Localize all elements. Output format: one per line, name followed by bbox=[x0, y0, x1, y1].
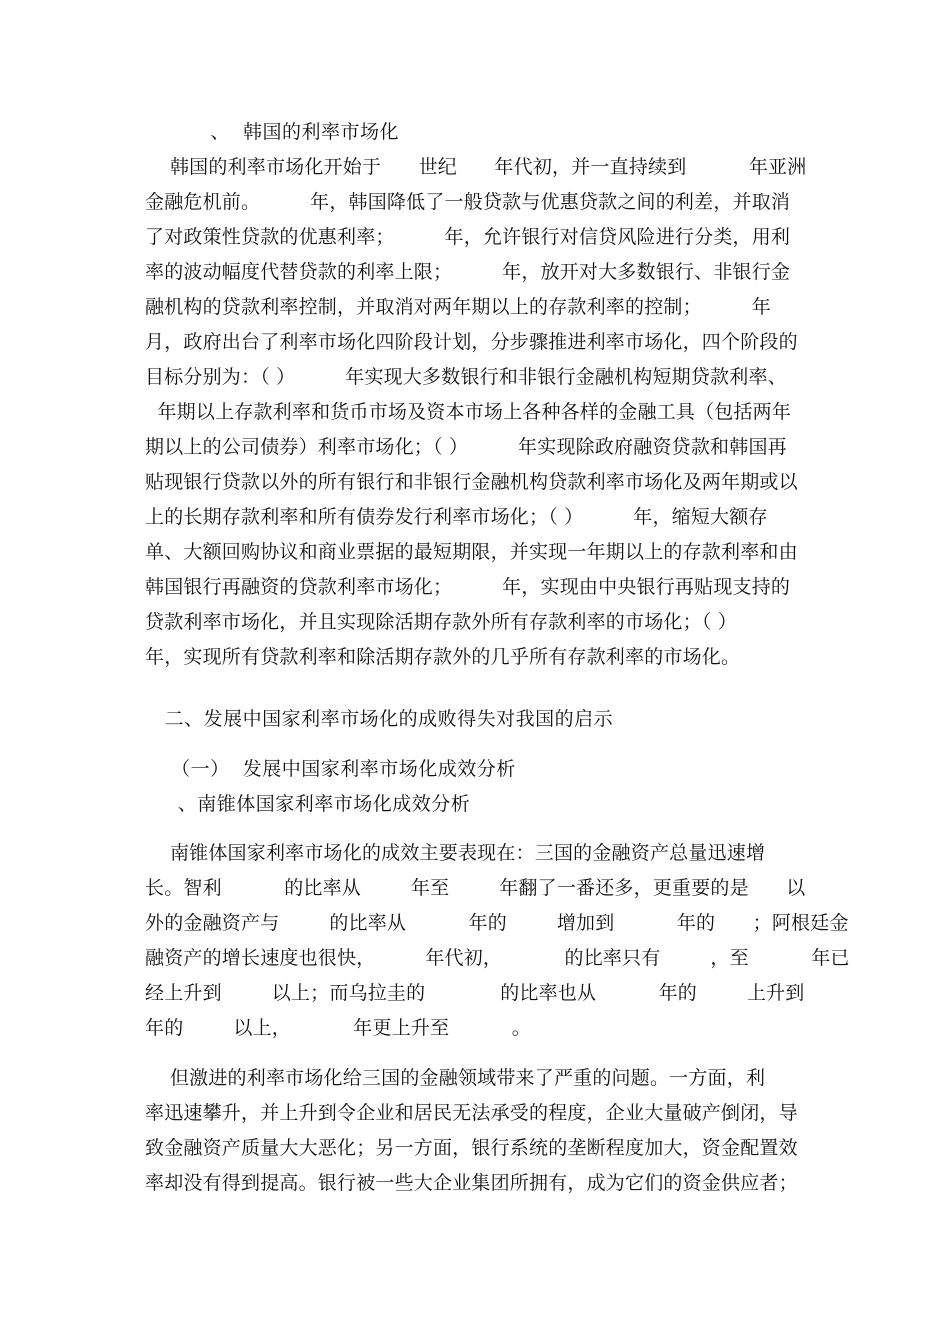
paragraph-line: 经上升到 以上；而乌拉圭的 的比率也从 年的 上升到 bbox=[145, 982, 805, 1004]
paragraph-line: 了对政策性贷款的优惠利率； 年，允许银行对信贷风险进行分类，用利 bbox=[145, 226, 791, 248]
paragraph-line: 月，政府出台了利率市场化四阶段计划，分步骤推进利率市场化，四个阶段的 bbox=[145, 331, 798, 353]
paragraph-line: 率迅速攀升，并上升到令企业和居民无法承受的程度，企业大量破产倒闭，导 bbox=[145, 1102, 798, 1124]
paragraph-line: 韩国的利率市场化开始于 世纪 年代初，并一直持续到 年亚洲 bbox=[145, 156, 807, 178]
paragraph-line: 韩国银行再融资的贷款利率市场化； 年，实现由中央银行再贴现支持的 bbox=[145, 576, 791, 598]
paragraph-line: 长。智利 的比率从 年至 年翻了一番还多，更重要的是 以 bbox=[145, 877, 806, 899]
paragraph-line: 年期以上存款利率和货币市场及资本市场上各种各样的金融工具（包括两年 bbox=[145, 401, 792, 423]
paragraph-line: 期以上的公司债券）利率市场化；（ ） 年实现除政府融资贷款和韩国再 bbox=[145, 436, 787, 458]
paragraph-line: 致金融资产质量大大恶化；另一方面，银行系统的垄断程度加大，资金配置效 bbox=[145, 1137, 798, 1159]
paragraph-line: 单、大额回购协议和商业票据的最短期限，并实现一年期以上的存款利率和由 bbox=[145, 541, 798, 563]
paragraph-line: 外的金融资产与 的比率从 年的 增加到 年的 ；阿根廷金 bbox=[145, 912, 849, 934]
paragraph-line: 目标分别为：（ ） 年实现大多数银行和非银行金融机构短期贷款利率、 bbox=[145, 366, 787, 388]
paragraph-line: 年的 以上， 年更上升至 。 bbox=[145, 1017, 531, 1039]
paragraph-line: 金融危机前。 年，韩国降低了一般贷款与优惠贷款之间的利差，并取消 bbox=[145, 191, 791, 213]
paragraph-line: 上的长期存款利率和所有债券发行利率市场化；（ ） 年，缩短大额存 bbox=[145, 506, 768, 528]
subsection-heading-south-cone: 、南锥体国家利率市场化成效分析 bbox=[145, 793, 471, 815]
paragraph-line: 融机构的贷款利率控制，并取消对两年期以上的存款利率的控制； 年 bbox=[145, 296, 771, 318]
paragraph-line: 南锥体国家利率市场化的成效主要表现在：三国的金融资产总量迅速增 bbox=[145, 842, 766, 864]
paragraph-line: 贴现银行贷款以外的所有银行和非银行金融机构贷款利率市场化及两年期或以 bbox=[145, 471, 798, 493]
subsection-heading-one: （一） 发展中国家利率市场化成效分析 bbox=[145, 758, 516, 780]
paragraph-line: 年，实现所有贷款利率和除活期存款外的几乎所有存款利率的市场化。 bbox=[145, 646, 741, 668]
paragraph-line: 率的波动幅度代替贷款的利率上限； 年，放开对大多数银行、非银行金 bbox=[145, 261, 791, 283]
paragraph-line: 融资产的增长速度也很快， 年代初， 的比率只有 ，至 年已 bbox=[145, 947, 850, 969]
paragraph-line: 但激进的利率市场化给三国的金融领域带来了严重的问题。一方面，利 bbox=[145, 1067, 766, 1089]
paragraph-line: 率却没有得到提高。银行被一些大企业集团所拥有，成为它们的资金供应者； bbox=[145, 1172, 798, 1194]
section-heading-two: 二、发展中国家利率市场化的成败得失对我国的启示 bbox=[145, 708, 614, 730]
paragraph-line: 贷款利率市场化，并且实现除活期存款外所有存款利率的市场化；（ ） bbox=[145, 611, 737, 633]
section-heading-korea: 、 韩国的利率市场化 bbox=[145, 121, 399, 143]
